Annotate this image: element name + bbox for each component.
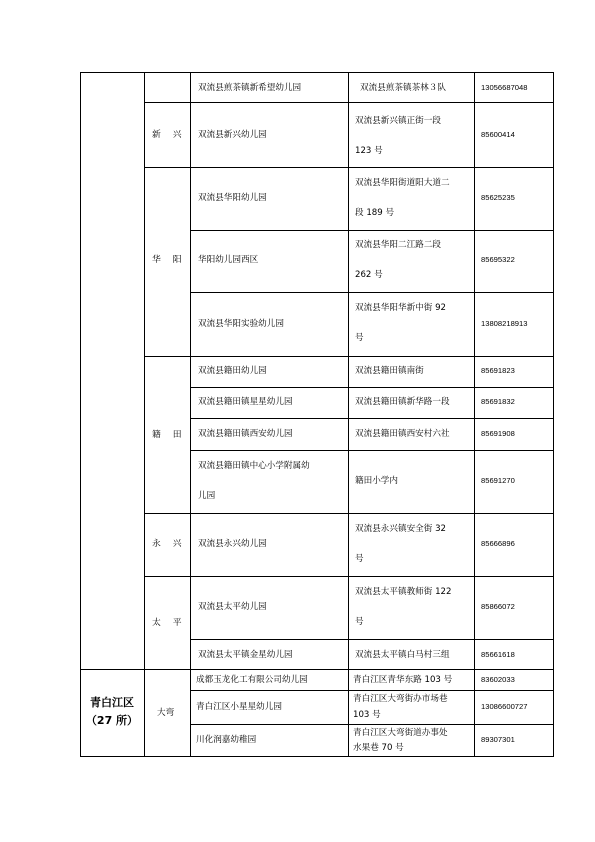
address-cell: 青白江区青华东路 103 号 (353, 675, 453, 685)
address-cell: 籍田小学内 (355, 476, 398, 486)
town-cell: 永兴 (152, 539, 194, 549)
phone-cell: 13056687048 (481, 83, 528, 92)
vline-right (553, 72, 554, 757)
kindergarten-name: 青白江区小星星幼儿园 (196, 702, 282, 712)
address-cell: 双流县籍田镇新华路一段 (355, 397, 450, 407)
hline (190, 450, 553, 451)
hline (190, 387, 553, 388)
address-cell: 双流县华阳街道阳大道二 (355, 178, 450, 188)
phone-cell: 85695322 (481, 255, 515, 264)
address-cell: 双流县新兴镇正街一段 (355, 116, 441, 126)
hline-top (80, 72, 553, 73)
address-cell: 青白江区大弯街办市场巷 (353, 694, 448, 704)
phone-cell: 85691832 (481, 397, 515, 406)
kindergarten-name: 成都玉龙化工有限公司幼儿园 (196, 675, 308, 685)
address-cell: 双流县太平镇白马村三组 (355, 650, 450, 660)
address-cell: 双流县华阳华新中街 92 (355, 303, 447, 313)
kindergarten-name: 双流县籍田幼儿园 (198, 366, 267, 376)
phone-cell: 85625235 (481, 193, 515, 202)
address-cell: 双流县煎茶镇茶林３队 (360, 83, 446, 93)
kindergarten-name: 双流县太平幼儿园 (198, 602, 267, 612)
hline-section (80, 669, 553, 670)
phone-cell: 85866072 (481, 602, 515, 611)
phone-cell: 85661618 (481, 650, 515, 659)
address-cell: 双流县华阳二江路二段 (355, 240, 441, 250)
phone-cell: 85666896 (481, 539, 515, 548)
hline-bottom (80, 756, 553, 757)
vline (474, 72, 475, 757)
address-cell: 号 (355, 333, 364, 343)
address-cell: 号 (355, 617, 364, 627)
address-cell: 段 189 号 (355, 208, 395, 218)
vline-left (80, 72, 81, 757)
address-cell: 262 号 (355, 270, 383, 280)
phone-cell: 83602033 (481, 675, 515, 684)
address-cell: 号 (355, 554, 364, 564)
phone-cell: 85691908 (481, 429, 515, 438)
address-cell: 103 号 (353, 710, 381, 720)
phone-cell: 85691270 (481, 476, 515, 485)
town-cell: 新兴 (152, 130, 194, 140)
address-cell: 双流县籍田镇西安村六社 (355, 429, 450, 439)
vline (348, 72, 349, 757)
phone-cell: 85600414 (481, 130, 515, 139)
town-cell: 华阳 (152, 255, 194, 265)
district-name: 青白江区 (90, 696, 134, 709)
hline (190, 230, 553, 231)
kindergarten-name: 双流县籍田镇中心小学附属幼 (198, 461, 310, 471)
district-count: （27 所） (85, 714, 139, 727)
kindergarten-name: 双流县籍田镇西安幼儿园 (198, 429, 293, 439)
address-cell: 双流县太平镇教师街 122 (355, 587, 452, 597)
phone-cell: 85691823 (481, 366, 515, 375)
hline (190, 639, 553, 640)
kindergarten-name: 儿园 (198, 491, 216, 501)
address-cell: 双流县永兴镇安全街 32 (355, 524, 447, 534)
kindergarten-name: 双流县煎茶镇新希望幼儿园 (198, 83, 302, 93)
kindergarten-name: 川化润嘉幼稚园 (196, 735, 257, 745)
kindergarten-name: 双流县太平镇金星幼儿园 (198, 650, 293, 660)
address-cell: 水果巷 70 号 (353, 743, 404, 753)
address-cell: 123 号 (355, 146, 383, 156)
hline (190, 418, 553, 419)
town-cell: 籍田 (152, 430, 194, 440)
address-cell: 双流县籍田镇南街 (355, 366, 424, 376)
address-cell: 青白江区大弯街道办事处 (353, 728, 448, 738)
phone-cell: 89307301 (481, 735, 515, 744)
kindergarten-name: 华阳幼儿园西区 (198, 255, 259, 265)
kindergarten-name: 双流县籍田镇星星幼儿园 (198, 397, 293, 407)
kindergarten-name: 双流县新兴幼儿园 (198, 130, 267, 140)
hline (190, 292, 553, 293)
town-cell: 太平 (152, 618, 194, 628)
phone-cell: 13086600727 (481, 702, 528, 711)
vline (190, 72, 191, 757)
kindergarten-name: 双流县永兴幼儿园 (198, 539, 267, 549)
kindergarten-name: 双流县华阳实验幼儿园 (198, 319, 284, 329)
phone-cell: 13808218913 (481, 319, 528, 328)
kindergarten-name: 双流县华阳幼儿园 (198, 193, 267, 203)
town-cell: 大弯 (157, 708, 175, 718)
vline (144, 72, 145, 757)
